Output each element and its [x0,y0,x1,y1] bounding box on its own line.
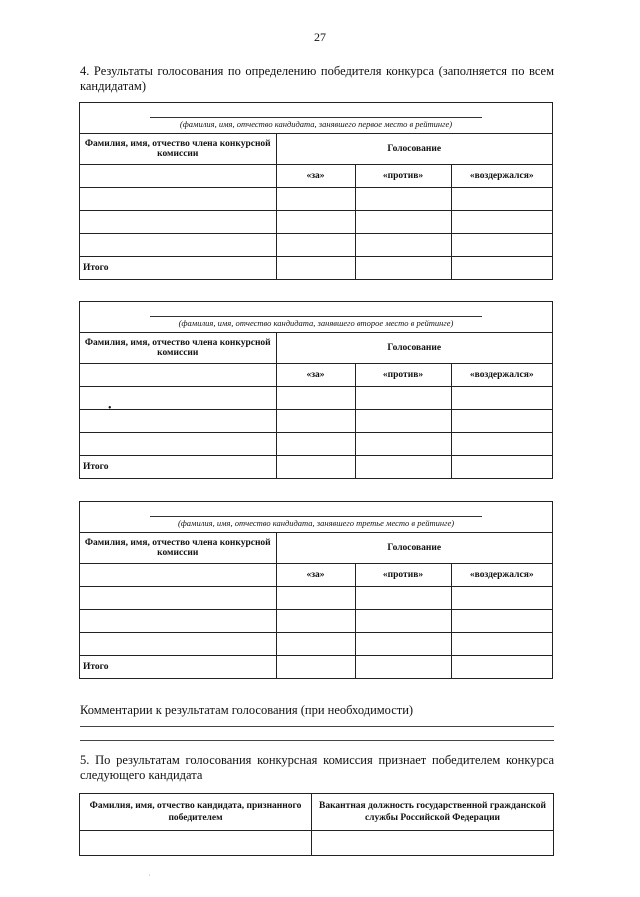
table-row [80,387,552,410]
abstain-cell[interactable] [451,257,552,280]
position-column-header: Вакантная должность государственной гражданской службы Российской Федерации [312,794,554,831]
voting-table-third-place [79,501,553,679]
member-cell[interactable] [80,364,276,387]
candidate-name-line [150,117,482,118]
member-cell[interactable] [80,633,276,656]
candidate-caption: (фамилия, имя, отчество кандидата, занявшего первое место в рейтинге) [179,119,453,129]
scan-speck: · [148,871,151,880]
abstain-column-header: «воздержался» [451,564,552,587]
candidate-name-line [150,316,482,317]
against-cell[interactable] [355,211,451,234]
voting-table-second-place [79,301,553,479]
against-cell[interactable] [355,610,451,633]
table-row [80,433,552,456]
against-cell[interactable] [355,188,451,211]
candidate-name-line [150,516,482,517]
for-column-header: «за» [276,364,355,387]
scan-mark: • [108,403,112,414]
candidate-name-field[interactable] [80,502,552,533]
against-column-header: «против» [355,364,451,387]
member-cell[interactable] [80,211,276,234]
for-cell[interactable] [276,587,355,610]
abstain-cell[interactable] [451,610,552,633]
against-cell[interactable] [355,433,451,456]
abstain-cell[interactable] [451,188,552,211]
table-row [80,633,552,656]
against-column-header: «против» [355,564,451,587]
for-cell[interactable] [276,456,355,479]
for-cell[interactable] [276,410,355,433]
abstain-cell[interactable] [451,234,552,257]
winner-name-cell[interactable] [80,831,312,856]
table-row [80,587,552,610]
candidate-caption: (фамилия, имя, отчество кандидата, занявшего второе место в рейтинге) [178,318,454,328]
candidate-name-field[interactable] [80,302,552,333]
comments-label: Комментарии к результатам голосования (при необходимости) [80,703,414,717]
for-cell[interactable] [276,234,355,257]
against-column-header: «против» [355,165,451,188]
candidate-caption: (фамилия, имя, отчество кандидата, занявшего третье место в рейтинге) [177,518,455,528]
abstain-cell[interactable] [451,633,552,656]
abstain-cell[interactable] [451,656,552,679]
member-cell[interactable] [80,188,276,211]
member-cell[interactable] [80,564,276,587]
voting-column-header: Голосование [276,333,552,364]
page-number: 27 [314,30,326,44]
against-cell[interactable] [355,456,451,479]
winner-column-header: Фамилия, имя, отчество кандидата, признанного победителем [80,794,312,831]
table-row [80,610,552,633]
voting-column-header: Голосование [276,533,552,564]
winner-table [79,793,554,856]
abstain-cell[interactable] [451,433,552,456]
for-cell[interactable] [276,211,355,234]
for-cell[interactable] [276,433,355,456]
comment-line-1[interactable] [80,726,554,727]
against-cell[interactable] [355,387,451,410]
member-column-header: Фамилия, имя, отчество члена конкурсной комиссии [80,333,276,364]
candidate-name-field[interactable] [80,103,552,134]
for-cell[interactable] [276,387,355,410]
member-cell[interactable] [80,433,276,456]
table-row [80,211,552,234]
voting-table-first-place [79,102,553,280]
against-cell[interactable] [355,656,451,679]
table-row [80,831,554,856]
for-column-header: «за» [276,564,355,587]
abstain-column-header: «воздержался» [451,364,552,387]
total-row [80,656,552,679]
abstain-cell[interactable] [451,387,552,410]
against-cell[interactable] [355,257,451,280]
position-cell[interactable] [312,831,554,856]
member-cell[interactable] [80,587,276,610]
section-5-title: 5. По результатам голосования конкурсная комиссия признает победителем конкурса следующего кандидата [80,753,554,782]
total-row [80,257,552,280]
member-cell[interactable] [80,165,276,188]
against-cell[interactable] [355,587,451,610]
against-cell[interactable] [355,234,451,257]
total-row [80,456,552,479]
member-cell[interactable] [80,234,276,257]
table-row [80,410,552,433]
abstain-cell[interactable] [451,410,552,433]
for-cell[interactable] [276,188,355,211]
table-row [80,188,552,211]
abstain-cell[interactable] [451,211,552,234]
total-label: Итого [80,257,276,280]
for-column-header: «за» [276,165,355,188]
voting-column-header: Голосование [276,134,552,165]
for-cell[interactable] [276,656,355,679]
total-label: Итого [80,656,276,679]
against-cell[interactable] [355,410,451,433]
comment-line-2[interactable] [80,740,554,741]
member-cell[interactable] [80,610,276,633]
for-cell[interactable] [276,257,355,280]
section-4-title: 4. Результаты голосования по определению победителя конкурса (заполняется по всем кандидатам) [80,64,554,93]
abstain-cell[interactable] [451,587,552,610]
for-cell[interactable] [276,610,355,633]
against-cell[interactable] [355,633,451,656]
abstain-column-header: «воздержался» [451,165,552,188]
for-cell[interactable] [276,633,355,656]
total-label: Итого [80,456,276,479]
abstain-cell[interactable] [451,456,552,479]
member-column-header: Фамилия, имя, отчество члена конкурсной комиссии [80,533,276,564]
member-column-header: Фамилия, имя, отчество члена конкурсной комиссии [80,134,276,165]
table-row [80,234,552,257]
